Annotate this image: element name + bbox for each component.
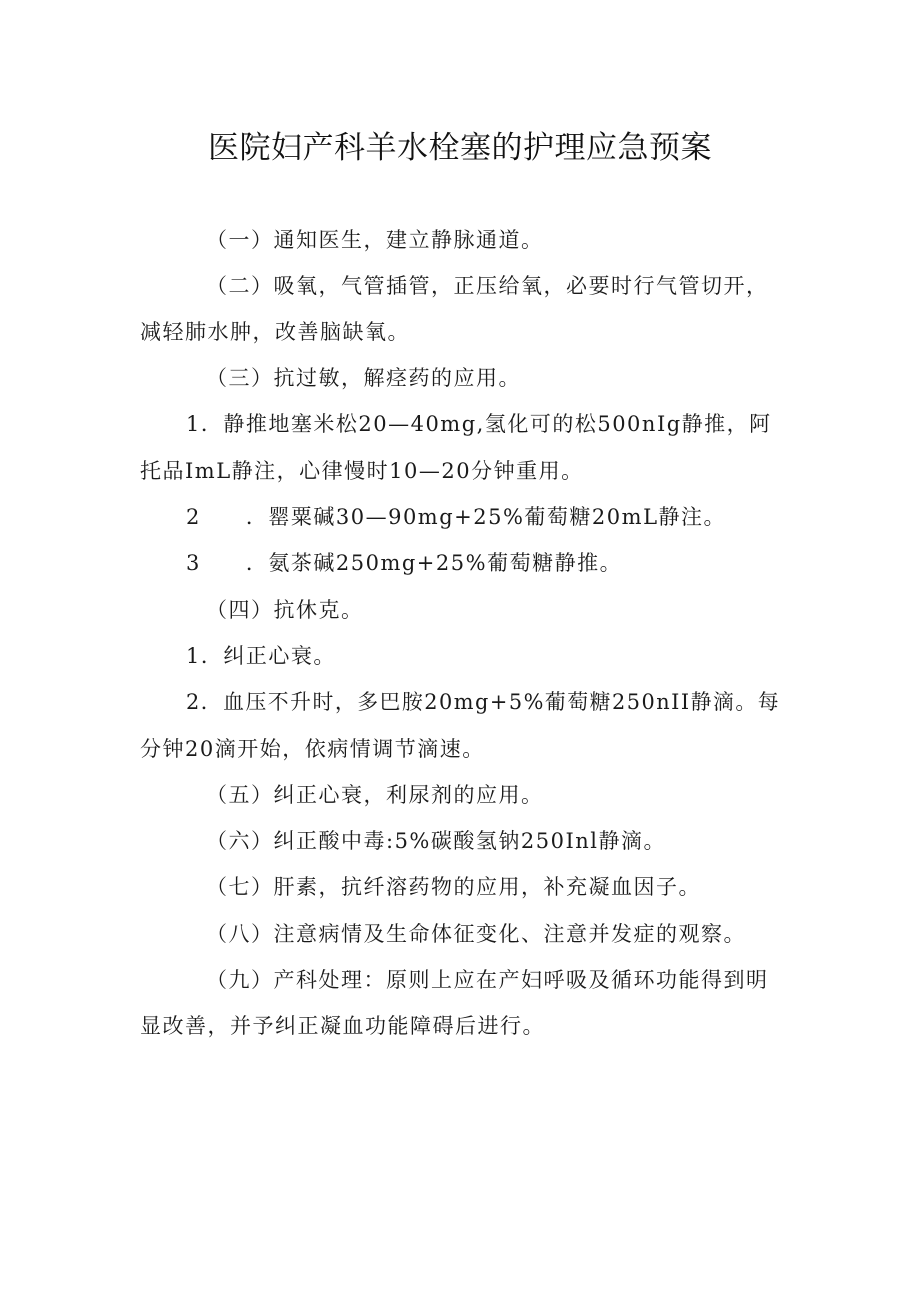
paragraph-line: 托品ImL静注，心律慢时10—20分钟重用。 bbox=[140, 459, 584, 483]
paragraph-line: 2 ．罂粟碱30—90mg+25%葡萄糖20mL静注。 bbox=[186, 505, 727, 529]
paragraph-line: （五）纠正心衰，利尿剂的应用。 bbox=[206, 783, 544, 807]
paragraph-line: 2．血压不升时，多巴胺20mg+5%葡萄糖250nII静滴。每 bbox=[186, 690, 781, 714]
paragraph-line: （七）肝素，抗纤溶药物的应用，补充凝血因子。 bbox=[206, 875, 701, 899]
paragraph-line: （四）抗休克。 bbox=[206, 598, 364, 622]
paragraph-line: 减轻肺水肿，改善脑缺氧。 bbox=[140, 320, 410, 344]
paragraph-line: （九）产科处理：原则上应在产妇呼吸及循环功能得到明 bbox=[206, 968, 769, 992]
paragraph-line: 分钟20滴开始，依病情调节滴速。 bbox=[140, 737, 485, 761]
paragraph-line: 3 ．氨茶碱250mg+25%葡萄糖静推。 bbox=[186, 551, 623, 575]
paragraph-line: 1．静推地塞米松20—40mg,氢化可的松500nIg静推，阿 bbox=[186, 412, 772, 436]
paragraph-line: （三）抗过敏，解痉药的应用。 bbox=[206, 366, 521, 390]
paragraph-line: 1．纠正心衰。 bbox=[186, 644, 336, 668]
document-title: 医院妇产科羊水栓塞的护理应急预案 bbox=[208, 130, 712, 166]
paragraph-line: （八）注意病情及生命体征变化、注意并发症的观察。 bbox=[206, 922, 746, 946]
paragraph-line: 显改善，并予纠正凝血功能障碍后进行。 bbox=[140, 1014, 545, 1038]
paragraph-line: （六）纠正酸中毒:5%碳酸氢钠250Inl静滴。 bbox=[206, 829, 667, 853]
paragraph-line: （二）吸氧，气管插管，正压给氧，必要时行气管切开， bbox=[206, 274, 769, 298]
paragraph-line: （一）通知医生，建立静脉通道。 bbox=[206, 228, 544, 252]
